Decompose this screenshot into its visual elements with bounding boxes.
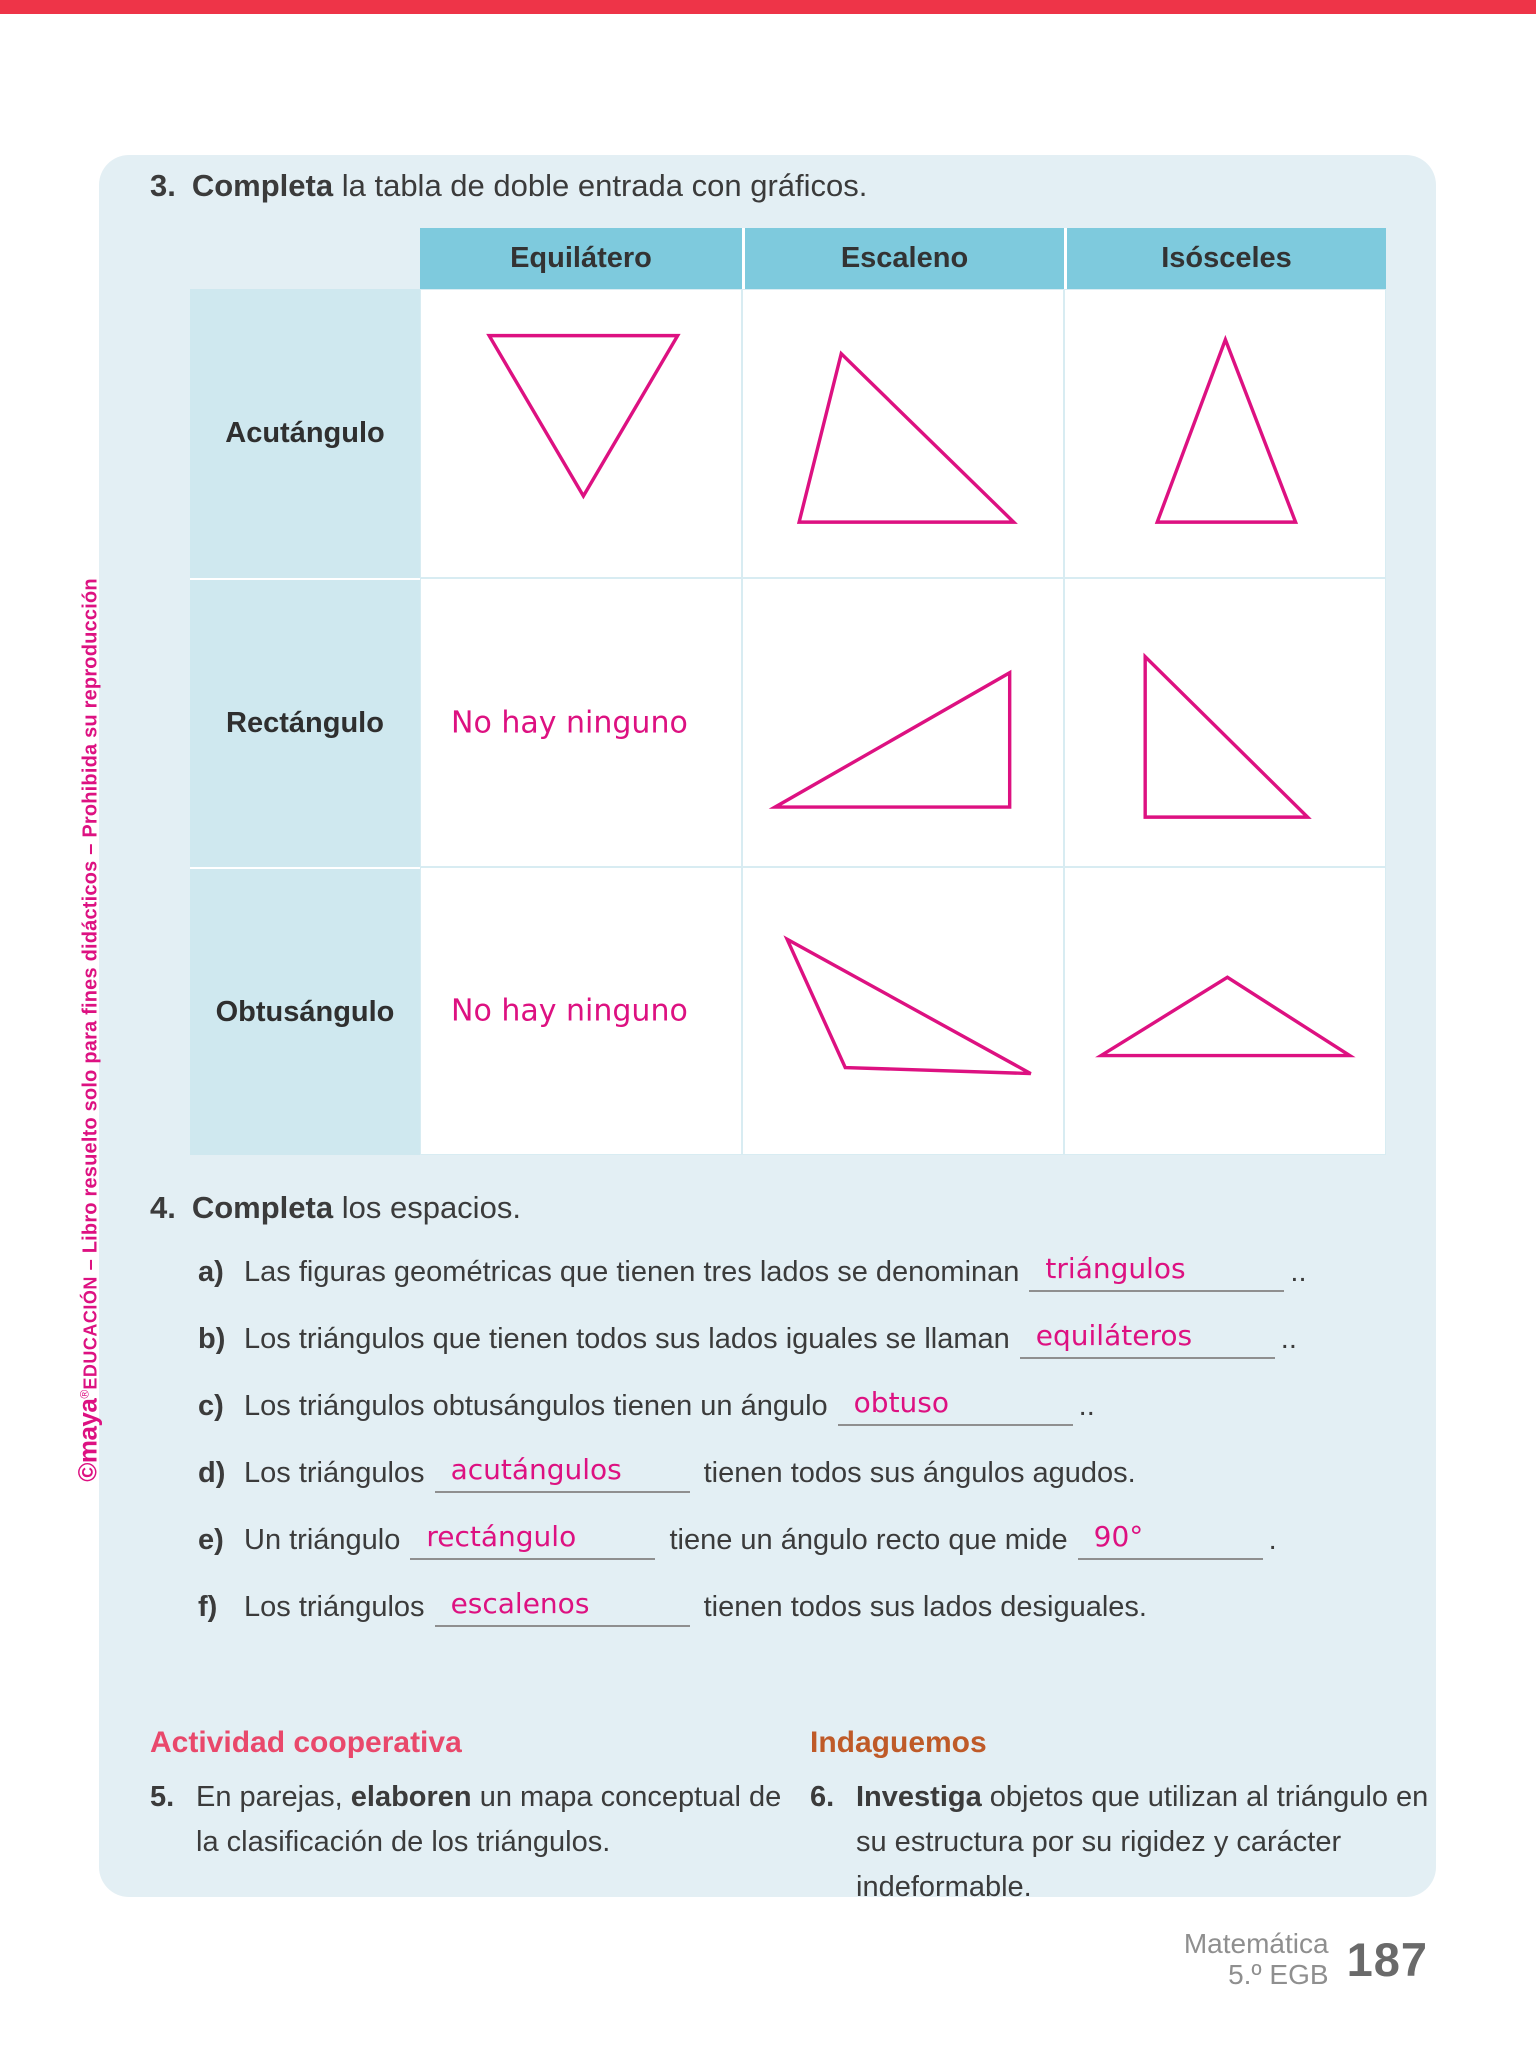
row-header-obtusangulo: Obtusángulo — [190, 867, 420, 1155]
item-text: Los triángulos obtusángulos tienen un ángulo — [244, 1390, 828, 1422]
cell-rectangulo-isosceles — [1064, 578, 1386, 867]
triangle-classification-table — [190, 228, 1386, 1155]
acute-scalene-triangle-icon — [753, 299, 1054, 569]
fill-item-b — [198, 1317, 1398, 1361]
fill-item-a — [198, 1250, 1398, 1294]
reproduction-notice: – Libro resuelto solo para fines didácticos – Prohibida su reproducción — [79, 578, 102, 1277]
subject-label: Matemática — [1183, 1928, 1329, 1959]
task-5-text: En parejas, elaboren un mapa conceptual de la clasificación de los triángulos. — [196, 1781, 782, 1858]
grade-label: 5.º EGB — [1228, 1959, 1329, 1990]
fill-item-f — [198, 1585, 1398, 1629]
cell-acutangulo-escaleno — [742, 289, 1064, 578]
item-text: Las figuras geométricas que tienen tres lados se denominan — [244, 1256, 1020, 1288]
item-label: d) — [198, 1457, 226, 1489]
obtuse-scalene-triangle-icon — [753, 877, 1054, 1146]
cell-obtusangulo-isosceles — [1064, 867, 1386, 1155]
item-text: Un triángulo — [244, 1524, 401, 1556]
exercise3-heading — [150, 168, 867, 204]
row-header-rectangulo: Rectángulo — [190, 578, 420, 867]
table-corner-cell — [190, 228, 420, 289]
column-header-isosceles: Isósceles — [1064, 228, 1386, 289]
acute-equilateral-triangle-icon — [431, 299, 732, 569]
item-end: tienen todos sus ángulos agudos. — [703, 1457, 1136, 1489]
page-footer — [1184, 1928, 1428, 1990]
fill-item-d — [198, 1451, 1398, 1495]
publisher-name: EDUCACIÓN — [80, 1276, 101, 1390]
cell-acutangulo-isosceles — [1064, 289, 1386, 578]
registered-mark: ® — [77, 1389, 92, 1399]
handwritten-answer: escalenos — [450, 1587, 590, 1620]
activity-heading: Actividad cooperativa — [150, 1726, 462, 1759]
fill-in-blank-list — [198, 1250, 1398, 1652]
subject-block — [1184, 1928, 1329, 1990]
handwritten-answer: acutángulos — [450, 1453, 622, 1486]
answer-blank — [1078, 1522, 1263, 1560]
item-label: f) — [198, 1591, 218, 1623]
item-label: b) — [198, 1323, 226, 1355]
item-text: Los triángulos — [244, 1457, 425, 1489]
inquiry-heading: Indaguemos — [810, 1726, 987, 1759]
handwritten-answer: triángulos — [1045, 1252, 1186, 1285]
item-mid-text: tiene un ángulo recto que mide — [669, 1524, 1068, 1556]
cell-rectangulo-equilatero — [420, 578, 742, 867]
item-text: Los triángulos — [244, 1591, 425, 1623]
publisher-logo: ©maya — [72, 1398, 103, 1482]
answer-blank — [1020, 1321, 1275, 1359]
exercise4-number: 4. — [150, 1190, 176, 1225]
item-label: a) — [198, 1256, 224, 1288]
page-number: 187 — [1346, 1932, 1428, 1986]
fill-item-e — [198, 1518, 1398, 1562]
inquiry-section — [810, 1720, 1440, 1910]
handwritten-answer: rectángulo — [426, 1520, 577, 1553]
handwritten-answer: equiláteros — [1035, 1319, 1193, 1352]
exercise4-heading — [150, 1190, 521, 1226]
handwritten-answer: obtuso — [853, 1386, 950, 1419]
exercise4-title: Completa los espacios. — [191, 1190, 521, 1225]
row-header-acutangulo: Acutángulo — [190, 289, 420, 578]
handwritten-none-answer: No hay ninguno — [451, 993, 688, 1029]
obtuse-isosceles-triangle-icon — [1075, 877, 1376, 1146]
exercise3-number: 3. — [150, 168, 176, 203]
handwritten-none-answer: No hay ninguno — [451, 705, 688, 740]
cell-acutangulo-equilatero — [420, 289, 742, 578]
task-6-text: Investiga objetos que utilizan al triángulo en su estructura por su rigidez y carácter indeformable. — [856, 1781, 1429, 1903]
cell-rectangulo-escaleno — [742, 578, 1064, 867]
answer-blank — [1029, 1254, 1284, 1292]
column-header-equilatero: Equilátero — [420, 228, 742, 289]
answer-blank — [838, 1388, 1073, 1426]
item-text: Los triángulos que tienen todos sus lados iguales se llaman — [244, 1323, 1010, 1355]
top-red-bar — [0, 0, 1536, 14]
acute-isosceles-triangle-icon — [1075, 299, 1376, 569]
item-label: c) — [198, 1390, 224, 1422]
fill-item-c — [198, 1384, 1398, 1428]
handwritten-answer: 90° — [1093, 1520, 1144, 1553]
item-end: tienen todos sus lados desiguales. — [703, 1591, 1147, 1623]
cell-obtusangulo-equilatero — [420, 867, 742, 1155]
cell-obtusangulo-escaleno — [742, 867, 1064, 1155]
cooperative-activity-section — [150, 1720, 795, 1865]
exercise3-title: Completa la tabla de doble entrada con gráficos. — [191, 168, 868, 203]
task-6-number: 6. — [810, 1781, 835, 1813]
item-label: e) — [198, 1524, 224, 1556]
column-header-escaleno: Escaleno — [742, 228, 1064, 289]
answer-blank — [435, 1455, 690, 1493]
copyright-sidebar — [73, 578, 104, 1482]
task-6 — [810, 1775, 1440, 1910]
task-5 — [150, 1775, 795, 1865]
answer-blank — [410, 1522, 655, 1560]
task-5-number: 5. — [150, 1781, 175, 1813]
answer-blank — [435, 1589, 690, 1627]
item-end: . — [1268, 1524, 1277, 1556]
item-end: .. — [1280, 1323, 1297, 1355]
right-isosceles-triangle-icon — [1075, 588, 1376, 858]
right-scalene-triangle-icon — [753, 588, 1054, 858]
item-end: .. — [1078, 1390, 1095, 1422]
item-end: .. — [1290, 1256, 1307, 1288]
